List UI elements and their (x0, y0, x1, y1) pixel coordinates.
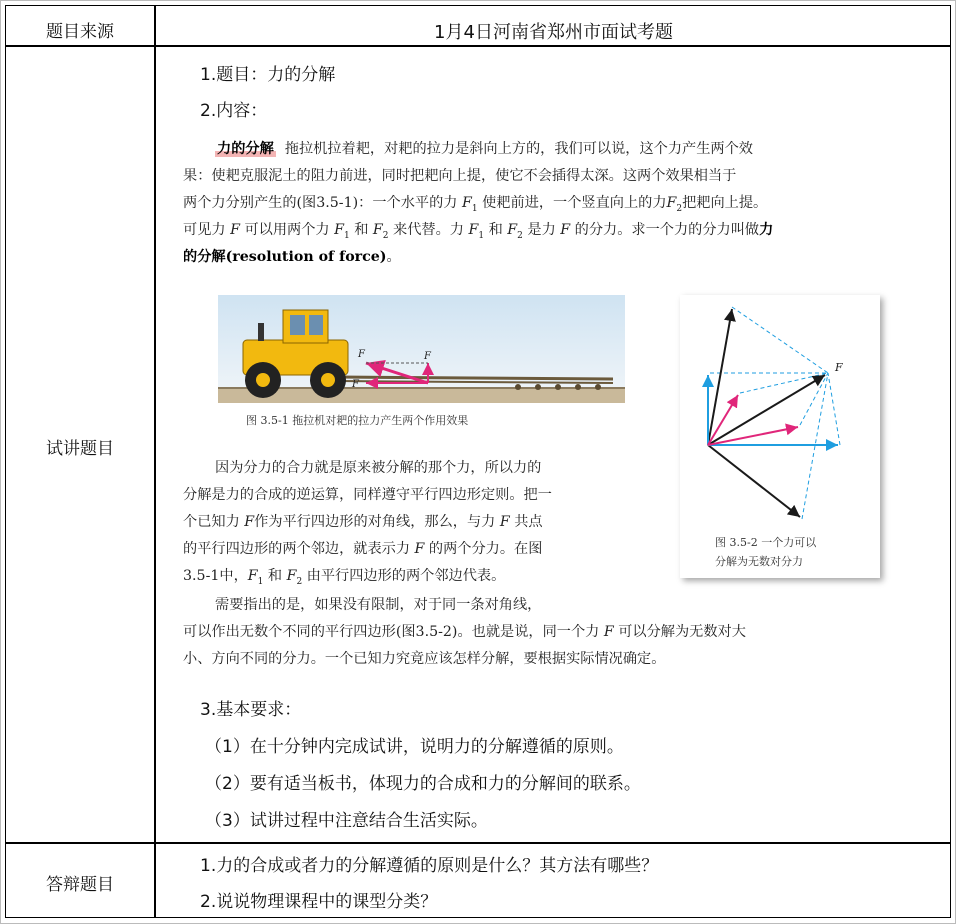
svg-text:F: F (358, 349, 365, 360)
defense-question: 1.力的合成或者力的分解遵循的原则是什么？其方法有哪些？ (200, 856, 659, 876)
svg-text:F: F (352, 379, 359, 390)
row-divider-defense (6, 842, 950, 844)
textbook-line: 果：使耙克服泥土的阻力前进，同时把耙向上提，使它不会插得太深。这两个效果相当于 (183, 168, 737, 184)
tractor-figure (218, 295, 625, 403)
content-label: 2.内容： (200, 101, 268, 121)
textbook-line: 的分解(resolution of force)。 (183, 249, 401, 265)
requirement-item: （1）在十分钟内完成试讲，说明力的分解遵循的原则。 (205, 737, 624, 757)
textbook-line: 可见力 F 可以用两个力 $F_1$ 和 $F_2$ 来代替。力 $F_1$ 和 $F_2$ 是力 F 的分力。求一个力的分力叫做力 (183, 222, 774, 241)
requirements-label: 3.基本要求： (200, 700, 302, 720)
textbook-line: 需要指出的是，如果没有限制，对于同一条对角线， (215, 597, 542, 613)
svg-text:F: F (835, 361, 843, 374)
textbook-line: 因为分力的合力就是原来被分解的那个力，所以力的 (215, 460, 542, 476)
lecture-label: 试讲题目 (46, 439, 114, 459)
textbook-line: 力的分解 拖拉机拉着耙，对耙的拉力是斜向上方的，我们可以说，这个力产生两个效 (217, 141, 753, 157)
textbook-line: 3.5-1中，$F_1$ 和 $F_2$ 由平行四边形的两个邻边代表。 (183, 568, 506, 587)
figure-caption: 图 3.5-2 一个力可以 (715, 536, 817, 549)
requirement-item: （3）试讲过程中注意结合生活实际。 (205, 811, 488, 831)
column-divider (154, 6, 156, 917)
figure-caption: 图 3.5-1 拖拉机对耙的拉力产生两个作用效果 (246, 414, 469, 427)
defense-question: 2.说说物理课程中的课型分类？ (200, 892, 438, 912)
textbook-line: 的平行四边形的两个邻边，就表示力 F 的两个分力。在图 (183, 541, 543, 557)
source-title: 1月4日河南省郑州市面试考题 (434, 22, 673, 43)
textbook-line: 可以作出无数个不同的平行四边形(图3.5-2)。也就是说，同一个力 F 可以分解为无数对大 (183, 624, 746, 640)
textbook-line: 分解是力的合成的逆运算，同样遵守平行四边形定则。把一 (183, 487, 552, 503)
row-divider-header (6, 45, 950, 47)
requirement-item: （2）要有适当板书，体现力的合成和力的分解间的联系。 (205, 774, 641, 794)
figure-caption: 分解为无数对分力 (715, 555, 803, 568)
svg-text:F: F (424, 351, 431, 362)
textbook-line: 两个力分别产生的(图3.5-1)：一个水平的力 $F_1$ 使耙前进，一个竖直向上的力$F_2$把耙向上提。 (183, 195, 768, 214)
lecture-topic: 1.题目：力的分解 (200, 65, 336, 85)
textbook-line: 小、方向不同的分力。一个已知力究竟应该怎样分解，要根据实际情况确定。 (183, 651, 666, 667)
textbook-line: 个已知力 F作为平行四边形的对角线，那么，与力 F 共点 (183, 514, 543, 530)
defense-label: 答辩题目 (46, 875, 114, 895)
term-highlight: 力的分解 (217, 141, 274, 157)
source-label: 题目来源 (46, 22, 114, 42)
decomposition-figure (680, 295, 880, 525)
